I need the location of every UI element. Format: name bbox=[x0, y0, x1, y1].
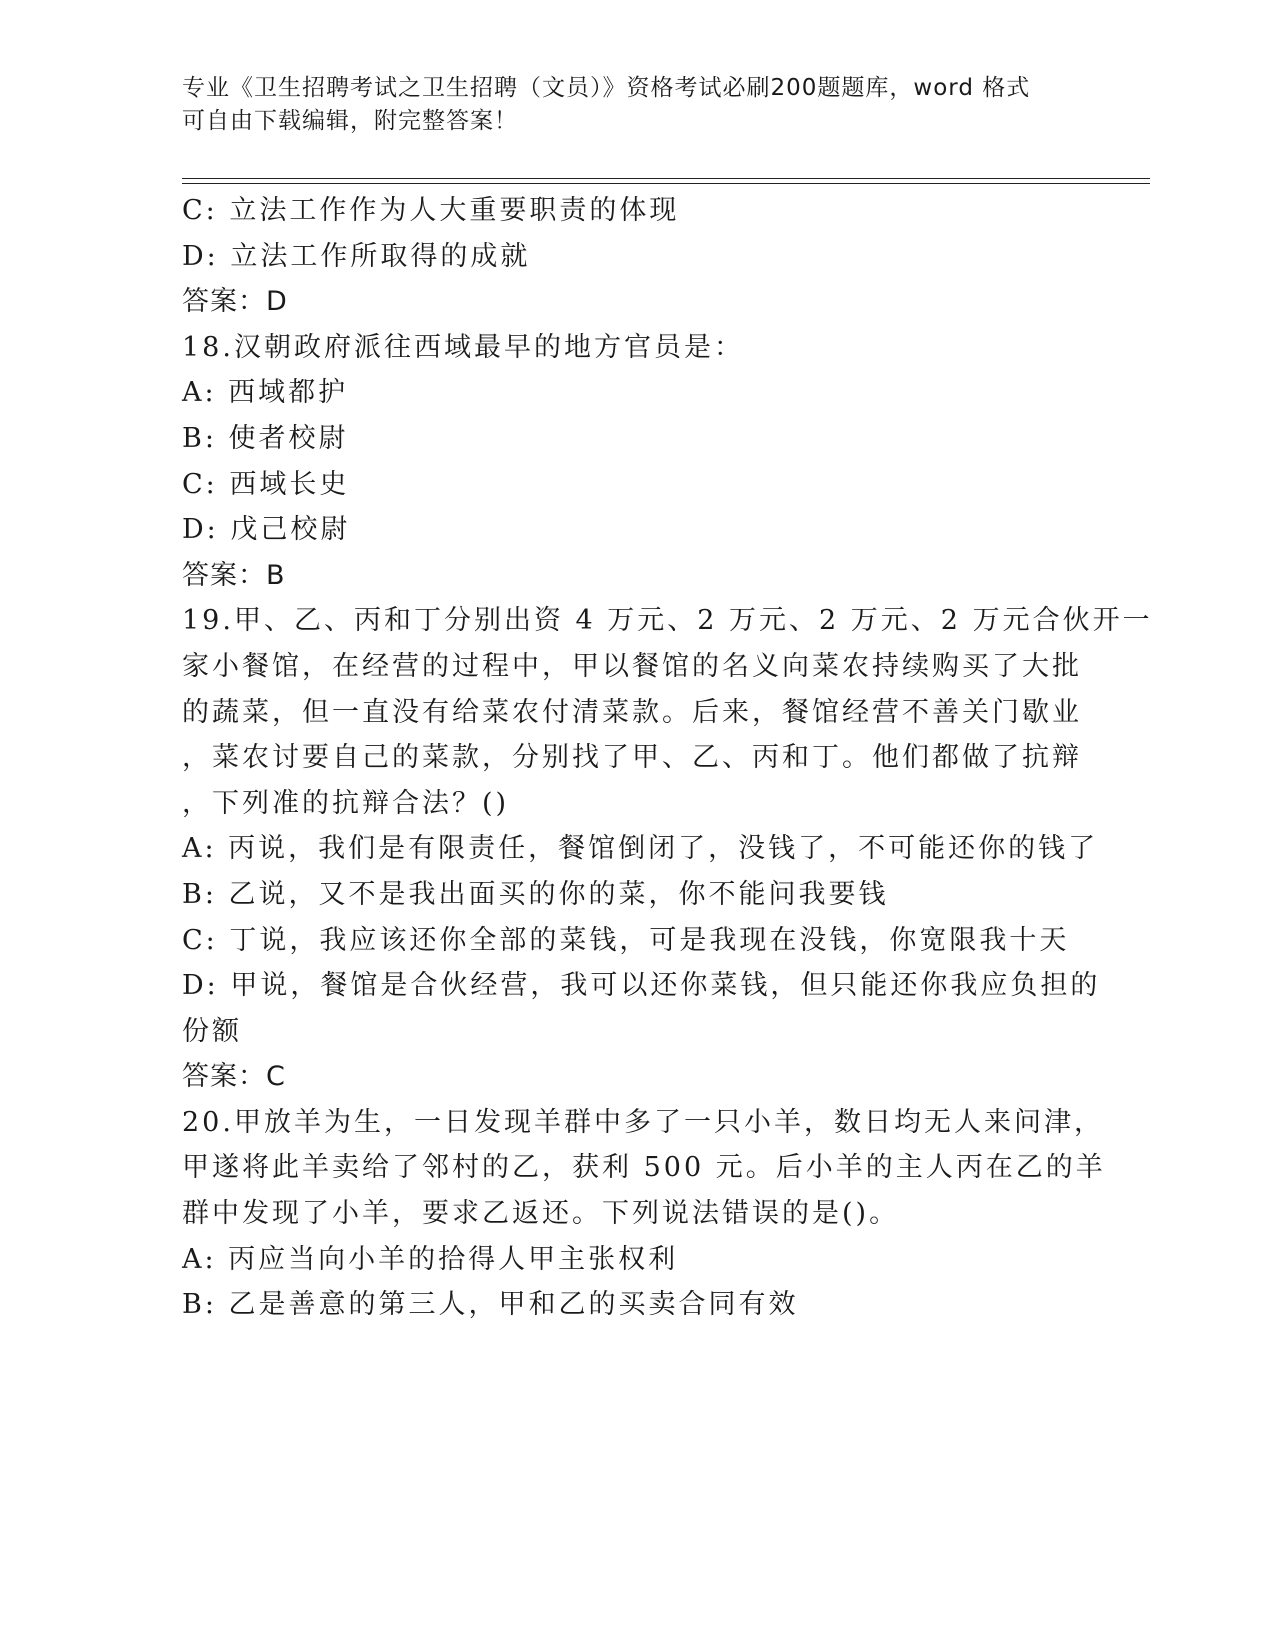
question-content bbox=[182, 188, 1153, 1328]
stem-line: 群中发现了小羊，要求乙返还。下列说法错误的是()。 bbox=[182, 1198, 900, 1230]
option-c: C: 立法工作作为人大重要职责的体现 bbox=[182, 195, 680, 226]
header-line-2: 可自由下载编辑，附完整答案！ bbox=[182, 108, 518, 134]
question-20 bbox=[182, 1100, 1106, 1328]
header-rule-top bbox=[182, 178, 1150, 179]
question-19 bbox=[182, 598, 1153, 1100]
question-stem bbox=[182, 1100, 1106, 1237]
header-line-1: 专业《卫生招聘考试之卫生招聘（文员）》资格考试必刷200题题库，word 格式 bbox=[182, 75, 1031, 101]
option-c: C: 丁说，我应该还你全部的菜钱，可是我现在没钱，你宽限我十天 bbox=[182, 924, 1070, 956]
option-a: A: 西域都护 bbox=[182, 377, 349, 409]
document-header bbox=[182, 72, 1082, 138]
answer: 答案：B bbox=[182, 559, 286, 591]
question-stem bbox=[182, 325, 1082, 371]
option-b: B: 乙说，又不是我出面买的你的菜，你不能问我要钱 bbox=[182, 878, 889, 910]
option-a: A: 丙应当向小羊的拾得人甲主张权利 bbox=[182, 1243, 679, 1275]
stem-line: 19.甲、乙、丙和丁分别出资 4 万元、2 万元、2 万元、2 万元合伙开一 bbox=[182, 605, 1153, 637]
answer: 答案：C bbox=[182, 1061, 286, 1093]
question-18 bbox=[182, 325, 1082, 599]
option-d-continued: 份额 bbox=[182, 1015, 242, 1047]
option-d: D: 甲说，餐馆是合伙经营，我可以还你菜钱，但只能还你我应负担的 bbox=[182, 970, 1101, 1002]
header-rule-bottom bbox=[182, 183, 1150, 184]
option-c: C: 西域长史 bbox=[182, 468, 350, 500]
option-b: B: 乙是善意的第三人，甲和乙的买卖合同有效 bbox=[182, 1289, 799, 1321]
stem-line: ，下列准的抗辩合法？() bbox=[182, 787, 510, 819]
stem-line: 的蔬菜，但一直没有给菜农付清菜款。后来，餐馆经营不善关门歇业 bbox=[182, 696, 1082, 728]
stem-line: 18.汉朝政府派往西域最早的地方官员是： bbox=[182, 331, 744, 363]
option-d: D: 戊己校尉 bbox=[182, 514, 351, 546]
stem-line: ，菜农讨要自己的菜款，分别找了甲、乙、丙和丁。他们都做了抗辩 bbox=[182, 742, 1082, 774]
question-stem bbox=[182, 598, 1153, 826]
stem-line: 甲遂将此羊卖给了邻村的乙，获利 500 元。后小羊的主人丙在乙的羊 bbox=[182, 1152, 1106, 1184]
option-a: A: 丙说，我们是有限责任，餐馆倒闭了，没钱了，不可能还你的钱了 bbox=[182, 833, 1099, 865]
option-d: D: 立法工作所取得的成就 bbox=[182, 240, 531, 272]
prev-question-tail bbox=[182, 188, 1082, 325]
option-b: B: 使者校尉 bbox=[182, 422, 349, 454]
answer: 答案：D bbox=[182, 286, 288, 318]
stem-line: 家小餐馆，在经营的过程中，甲以餐馆的名义向菜农持续购买了大批 bbox=[182, 650, 1082, 682]
stem-line: 20.甲放羊为生，一日发现羊群中多了一只小羊，数日均无人来问津， bbox=[182, 1106, 1104, 1138]
